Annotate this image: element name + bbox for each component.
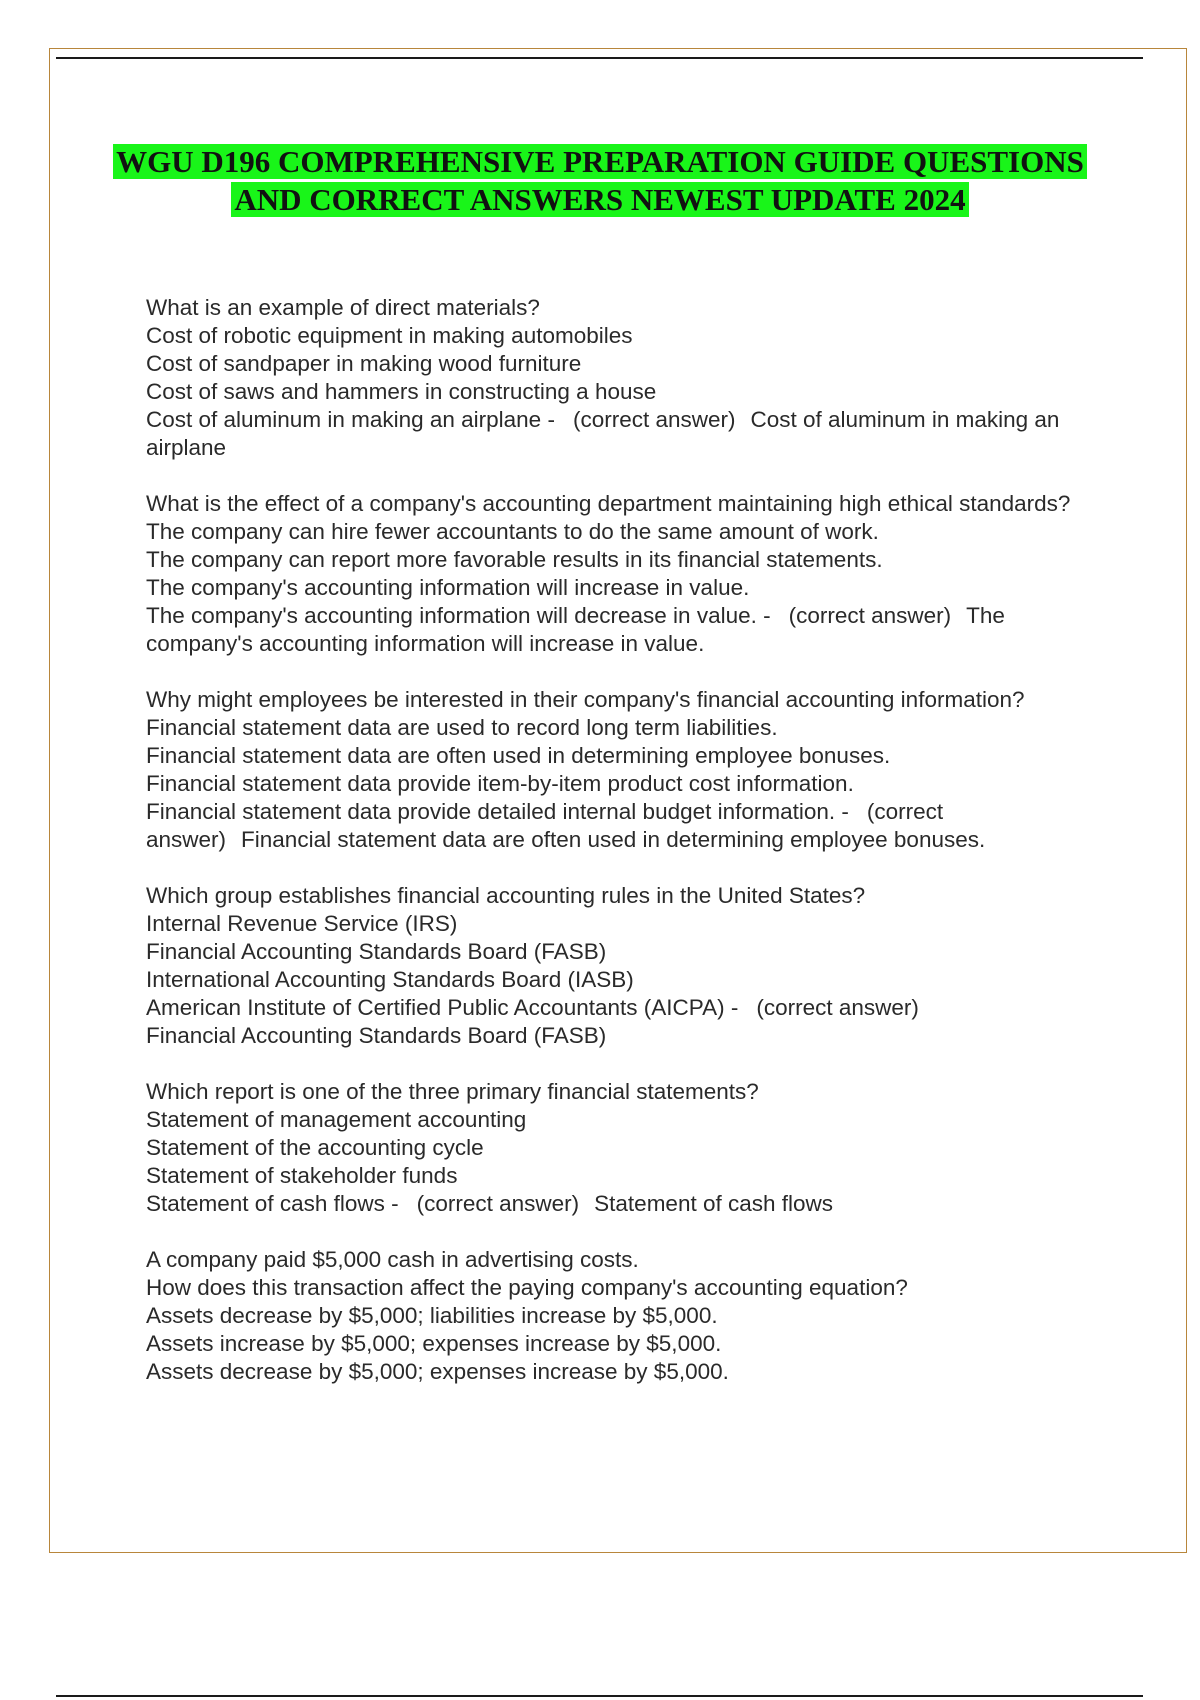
- option-with-answer: [146, 798, 1106, 854]
- option-text: Assets decrease by $5,000; expenses increase by $5,000.: [146, 1359, 729, 1384]
- answer-text: Cost of aluminum in making an airplane: [146, 407, 1060, 460]
- bottom-rule-divider: [56, 1695, 1143, 1697]
- correct-answer-marker: (correct answer): [788, 603, 952, 628]
- option-text: Cost of sandpaper in making wood furniture: [146, 351, 582, 376]
- document-title: [100, 143, 1100, 219]
- option-text: Financial statement data are used to record long term liabilities.: [146, 715, 778, 740]
- correct-answer-marker: (correct answer): [416, 1191, 580, 1216]
- option-text: The company can report more favorable results in its financial statements.: [146, 547, 883, 572]
- option-with-answer: [146, 1190, 1106, 1218]
- option-text: Cost of saws and hammers in constructing a house: [146, 379, 657, 404]
- option-text: Assets decrease by $5,000; liabilities increase by $5,000.: [146, 1303, 718, 1328]
- correct-answer-marker: (correct answer): [146, 799, 944, 852]
- question-list: [146, 294, 1106, 1414]
- question-block-4: [146, 882, 1106, 1050]
- option-text: Cost of robotic equipment in making automobiles: [146, 323, 633, 348]
- question-text: A company paid $5,000 cash in advertising costs.: [146, 1247, 639, 1272]
- question-block-3: [146, 686, 1106, 854]
- option-text: The company's accounting information will increase in value.: [146, 575, 750, 600]
- question-text: Which report is one of the three primary financial statements?: [146, 1079, 759, 1104]
- document-title-text: WGU D196 COMPREHENSIVE PREPARATION GUIDE QUESTIONS AND CORRECT ANSWERS NEWEST UPDATE 2024: [113, 144, 1087, 217]
- question-block-5: [146, 1078, 1106, 1218]
- question-block-2: [146, 490, 1106, 658]
- answer-text: The company's accounting information will increase in value.: [146, 603, 1005, 656]
- option-text: Internal Revenue Service (IRS): [146, 911, 458, 936]
- option-text: The company's accounting information will decrease in value. -: [146, 603, 771, 628]
- question-text-line2: How does this transaction affect the paying company's accounting equation?: [146, 1275, 908, 1300]
- option-with-answer: [146, 406, 1106, 462]
- question-text: Which group establishes financial accounting rules in the United States?: [146, 883, 866, 908]
- question-text: What is the effect of a company's accounting department maintaining high ethical standards?: [146, 491, 1071, 516]
- correct-answer-marker: (correct answer): [756, 995, 919, 1020]
- option-text: Assets increase by $5,000; expenses increase by $5,000.: [146, 1331, 722, 1356]
- answer-text: Financial Accounting Standards Board (FASB): [146, 1023, 607, 1048]
- option-text: Statement of cash flows -: [146, 1191, 399, 1216]
- option-with-answer: [146, 994, 1106, 1022]
- option-text: Financial statement data provide item-by-item product cost information.: [146, 771, 854, 796]
- question-block-6: [146, 1246, 1106, 1386]
- option-text: International Accounting Standards Board (IASB): [146, 967, 634, 992]
- question-text: Why might employees be interested in their company's financial accounting information?: [146, 687, 1025, 712]
- top-rule-divider: [56, 57, 1143, 59]
- option-text: Cost of aluminum in making an airplane -: [146, 407, 555, 432]
- option-with-answer: [146, 602, 1106, 658]
- option-text: Statement of stakeholder funds: [146, 1163, 458, 1188]
- answer-text: Statement of cash flows: [594, 1191, 834, 1216]
- correct-answer-marker: (correct answer): [572, 407, 736, 432]
- question-text: What is an example of direct materials?: [146, 295, 540, 320]
- option-text: Financial statement data are often used in determining employee bonuses.: [146, 743, 891, 768]
- option-text: Financial statement data provide detailed internal budget information. -: [146, 799, 849, 824]
- option-text: Statement of the accounting cycle: [146, 1135, 484, 1160]
- option-text: Statement of management accounting: [146, 1107, 527, 1132]
- option-text: Financial Accounting Standards Board (FASB): [146, 939, 607, 964]
- option-text: The company can hire fewer accountants to do the same amount of work.: [146, 519, 879, 544]
- question-block-1: [146, 294, 1106, 462]
- answer-text: Financial statement data are often used in determining employee bonuses.: [241, 827, 986, 852]
- option-text: American Institute of Certified Public Accountants (AICPA) -: [146, 995, 739, 1020]
